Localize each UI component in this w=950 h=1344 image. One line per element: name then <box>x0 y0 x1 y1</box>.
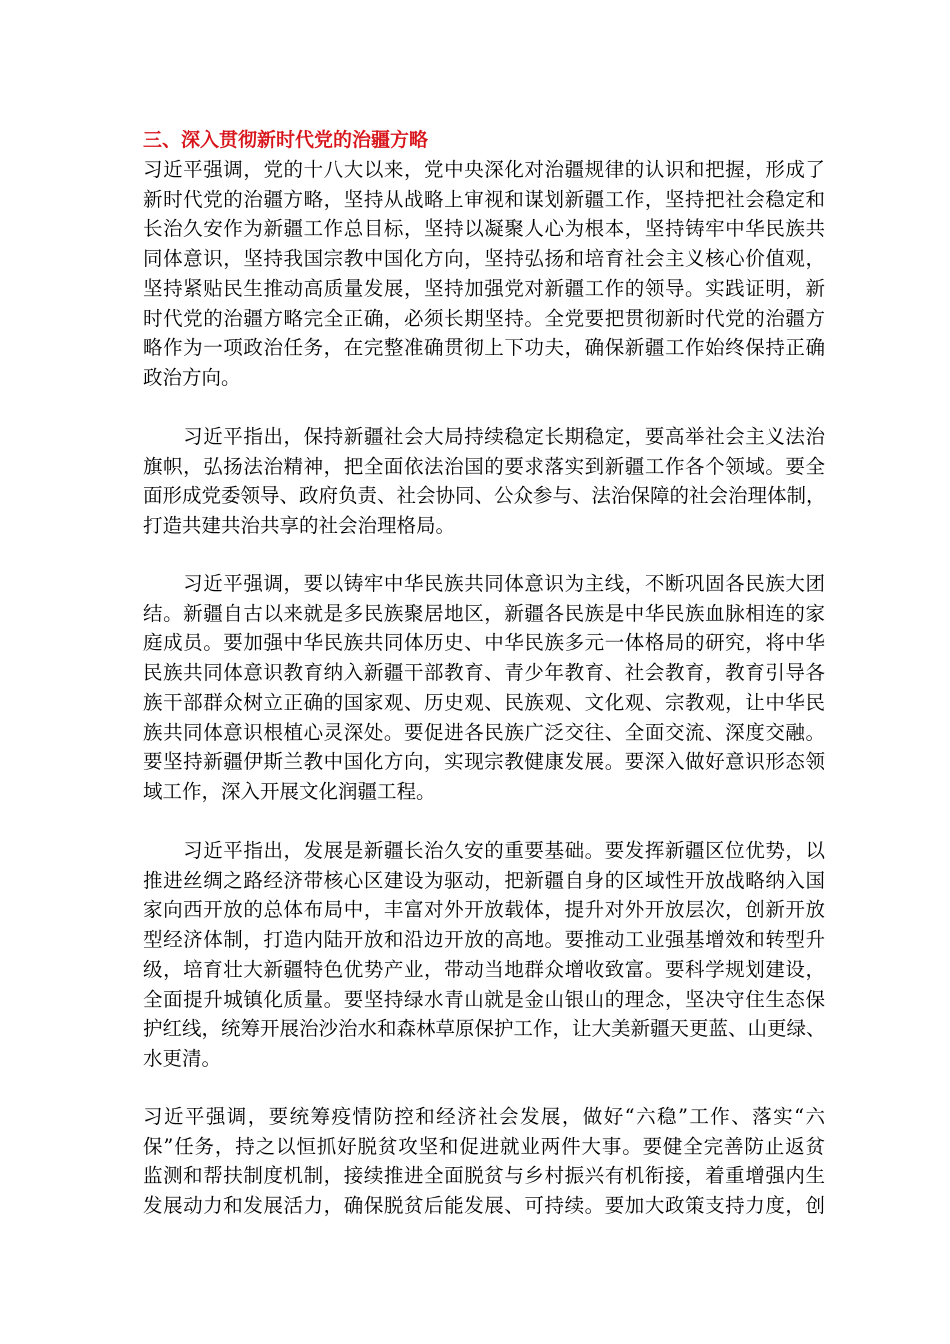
paragraph-line: 习近平强调，党的十八大以来，党中央深化对治疆规律的认识和把握，形成了 <box>143 158 825 181</box>
paragraph-2 <box>143 422 825 541</box>
paragraph-line: 长治久安作为新疆工作总目标，坚持以凝聚人心为根本，坚持铸牢中华民族共 <box>143 217 825 241</box>
paragraph-line: 全面提升城镇化质量。要坚持绿水青山就是金山银山的理念，坚决守住生态保 <box>143 987 825 1011</box>
paragraph-line: 推进丝绸之路经济带核心区建设为驱动，把新疆自身的区域性开放战略纳入国 <box>143 868 825 892</box>
paragraph-line: 水更清。 <box>143 1046 222 1070</box>
paragraph-line: 习近平指出，发展是新疆长治久安的重要基础。要发挥新疆区位优势，以 <box>143 839 825 862</box>
paragraph-5 <box>143 1102 825 1221</box>
paragraph-line: 旗帜，弘扬法治精神，把全面依法治国的要求落实到新疆工作各个领域。要全 <box>143 454 825 478</box>
paragraph-line: 结。新疆自古以来就是多民族聚居地区，新疆各民族是中华民族血脉相连的家 <box>143 601 825 625</box>
paragraph-line: 发展动力和发展活力，确保脱贫后能发展、可持续。要加大政策支持力度，创 <box>143 1194 825 1218</box>
paragraph-line: 习近平强调，要以铸牢中华民族共同体意识为主线，不断巩固各民族大团 <box>143 572 825 595</box>
paragraph-line: 习近平指出，保持新疆社会大局持续稳定长期稳定，要高举社会主义法治 <box>143 425 825 448</box>
paragraph-line: 新时代党的治疆方略，坚持从战略上审视和谋划新疆工作，坚持把社会稳定和 <box>143 187 825 211</box>
paragraph-line: 级，培育壮大新疆特色优势产业，带动当地群众增收致富。要科学规划建设， <box>143 957 825 981</box>
paragraph-1 <box>143 155 825 393</box>
paragraph-line: 同体意识，坚持我国宗教中国化方向，坚持弘扬和培育社会主义核心价值观， <box>143 247 825 271</box>
paragraph-line: 家向西开放的总体布局中，丰富对外开放载体，提升对外开放层次，创新开放 <box>143 898 825 922</box>
paragraph-line: 族共同体意识根植心灵深处。要促进各民族广泛交往、全面交流、深度交融。 <box>143 720 825 744</box>
paragraph-line: 保”任务，持之以恒抓好脱贫攻坚和促进就业两件大事。要健全完善防止返贫 <box>143 1134 825 1158</box>
paragraph-line: 族干部群众树立正确的国家观、历史观、民族观、文化观、宗教观，让中华民 <box>143 690 825 714</box>
paragraph-line: 面形成党委领导、政府负责、社会协同、公众参与、法治保障的社会治理体制， <box>143 484 826 508</box>
paragraph-line: 习近平强调，要统筹疫情防控和经济社会发展，做好“六稳”工作、落实“六 <box>143 1105 825 1128</box>
paragraph-line: 型经济体制，打造内陆开放和沿边开放的高地。要推动工业强基增效和转型升 <box>143 928 825 952</box>
paragraph-line: 政治方向。 <box>143 365 241 389</box>
paragraph-line: 打造共建共治共享的社会治理格局。 <box>143 514 456 538</box>
paragraph-line: 略作为一项政治任务，在完整准确贯彻上下功夫，确保新疆工作始终保持正确 <box>143 336 825 360</box>
paragraph-line: 域工作，深入开展文化润疆工程。 <box>143 779 436 803</box>
paragraph-line: 民族共同体意识教育纳入新疆干部教育、青少年教育、社会教育，教育引导各 <box>143 661 825 685</box>
section-heading: 三、深入贯彻新时代党的治疆方略 <box>143 129 429 151</box>
paragraph-line: 监测和帮扶制度机制，接续推进全面脱贫与乡村振兴有机衔接，着重增强内生 <box>143 1164 825 1188</box>
paragraph-4 <box>143 836 825 1074</box>
paragraph-3 <box>143 569 825 807</box>
paragraph-line: 时代党的治疆方略完全正确，必须长期坚持。全党要把贯彻新时代党的治疆方 <box>143 306 825 330</box>
paragraph-line: 要坚持新疆伊斯兰教中国化方向，实现宗教健康发展。要深入做好意识形态领 <box>143 750 825 774</box>
paragraph-line: 庭成员。要加强中华民族共同体历史、中华民族多元一体格局的研究，将中华 <box>143 631 825 655</box>
paragraph-line: 坚持紧贴民生推动高质量发展，坚持加强党对新疆工作的领导。实践证明，新 <box>143 276 825 300</box>
paragraph-line: 护红线，统筹开展治沙治水和森林草原保护工作，让大美新疆天更蓝、山更绿、 <box>143 1017 826 1041</box>
